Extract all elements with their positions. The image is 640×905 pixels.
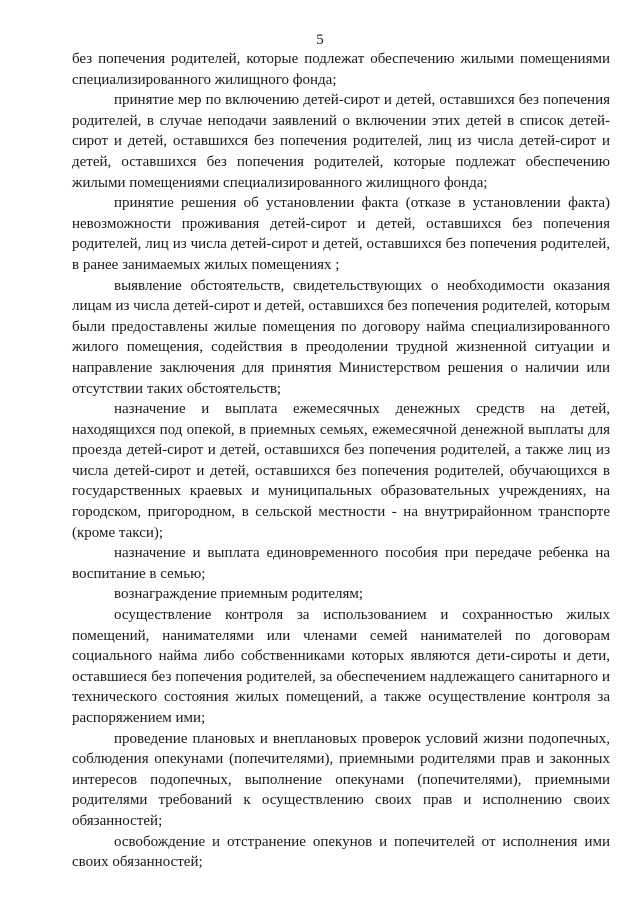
paragraph: назначение и выплата единовременного пособия при передаче ребенка на воспитание в семью; xyxy=(72,545,610,582)
paragraph: принятие мер по включению детей-сирот и детей, оставшихся без попечения родителей, в случае неподачи заявлений о включении этих детей в список детей-сирот и детей, оставшихся без попечения родителей, лиц из числа детей-сирот и детей, оставшихся без попечения родителей, которые подлежат обеспечению жилыми помещениями специализированного жилищного фонда; xyxy=(72,92,610,191)
document-body xyxy=(72,49,610,873)
paragraph: вознаграждение приемным родителям; xyxy=(114,586,364,603)
paragraph: без попечения родителей, которые подлежат обеспечению жилыми помещениями специализированного жилищного фонда; xyxy=(72,51,610,88)
paragraph: выявление обстоятельств, свидетельствующих о необходимости оказания лицам из числа детей-сирот и детей, оставшихся без попечения родителей, которым были предоставлены жилые помещения по договору найма специализированного жилого помещения, содействия в преодолении трудной жизненной ситуации и направление заключения для принятия Министерством решения о наличии или отсутствии таких обстоятельств; xyxy=(72,277,610,397)
page-number: 5 xyxy=(316,32,324,48)
paragraph: освобождение и отстранение опекунов и попечителей от исполнения ими своих обязанностей; xyxy=(72,833,610,871)
paragraph: осуществление контроля за использованием и сохранностью жилых помещений, нанимателями или членами семей нанимателей по договорам социального найма либо собственниками которых являются дети-сироты и дети, оставшиеся без попечения родителей, за обеспечением надлежащего санитарного и технического состояния жилых помещений, а также осуществление контроля за распоряжением ими; xyxy=(72,607,610,726)
paragraph: принятие решения об установлении факта (отказе в установлении факта) невозможности проживания детей-сирот и детей, оставшихся без попечения родителей, лиц из числа детей-сирот и детей, оставшихся без попечения родителей, в ранее занимаемых жилых помещениях ; xyxy=(72,195,610,273)
paragraph: проведение плановых и внеплановых проверок условий жизни подопечных, соблюдения опекунами (попечителями), приемными родителями прав и законных интересов подопечных, выполнение опекунами (попечителями), приемными родителями требований к осуществлению своих прав и исполнению своих обязанностей; xyxy=(72,730,610,829)
paragraph: назначение и выплата ежемесячных денежных средств на детей, находящихся под опекой, в приемных семьях, ежемесячной денежной выплаты для проезда детей-сирот и детей, оставшихся без попечения родителей, а также лиц из числа детей-сирот и детей, оставшихся без попечения родителей, обучающихся в государственных краевых и муниципальных образовательных учреждениях, на городском, пригородном, в сельской местности - на внутрирайонном транспорте (кроме такси); xyxy=(72,401,610,541)
